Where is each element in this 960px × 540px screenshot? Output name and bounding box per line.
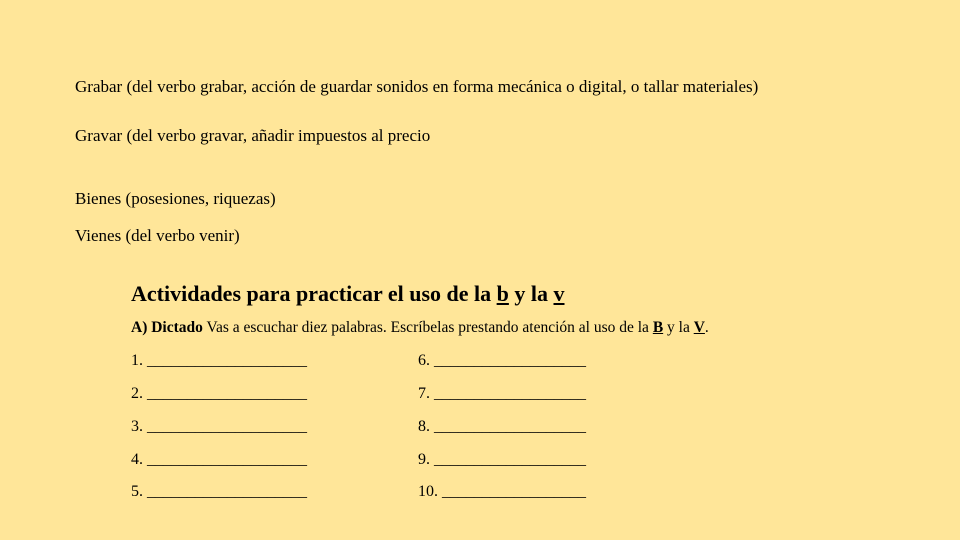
- answer-line-10[interactable]: 10. __________________: [418, 483, 586, 500]
- definition-term: Gravar: [75, 126, 123, 145]
- answer-line-5[interactable]: 5. ____________________: [131, 483, 307, 500]
- definition-term: Grabar: [75, 77, 123, 96]
- instruction-mid: y la: [663, 319, 694, 336]
- answer-line-6[interactable]: 6. ___________________: [418, 352, 586, 369]
- answer-row: [131, 451, 651, 475]
- answer-line-8[interactable]: 8. ___________________: [418, 418, 586, 435]
- definition-grabar: [75, 77, 758, 97]
- answer-row: [131, 352, 651, 376]
- instruction-end: .: [704, 319, 709, 336]
- definition-text: (del verbo venir): [121, 226, 240, 245]
- answer-line-1[interactable]: 1. ____________________: [131, 352, 307, 369]
- definition-gravar: [75, 126, 430, 146]
- answer-row: [131, 385, 651, 409]
- answer-line-9[interactable]: 9. ___________________: [418, 451, 586, 468]
- definition-text: (del verbo grabar, acción de guardar sonidos en forma mecánica o digital, o tallar materiales): [122, 77, 759, 96]
- title-mid: y la: [508, 281, 554, 306]
- definition-vienes: [75, 226, 240, 246]
- activities-title: [131, 280, 911, 308]
- answer-line-4[interactable]: 4. ____________________: [131, 451, 307, 468]
- instruction-text: Vas a escuchar diez palabras. Escríbelas prestando atención al uso de la: [202, 319, 653, 336]
- title-letter-v: v: [553, 281, 565, 306]
- instruction-letter-v: V: [693, 319, 705, 336]
- answer-row: [131, 418, 651, 442]
- definition-bienes: [75, 189, 276, 209]
- answer-row: [131, 483, 651, 507]
- definition-text: (posesiones, riquezas): [121, 189, 276, 208]
- activities-section: [131, 280, 911, 500]
- answer-line-3[interactable]: 3. ____________________: [131, 418, 307, 435]
- dictation-label: A) Dictado: [131, 319, 203, 336]
- answer-line-7[interactable]: 7. ___________________: [418, 385, 586, 402]
- instruction-letter-b: B: [652, 319, 664, 336]
- definition-term: Bienes: [75, 189, 122, 208]
- answer-line-2[interactable]: 2. ____________________: [131, 385, 307, 402]
- definition-term: Vienes: [75, 226, 122, 245]
- definition-text: (del verbo gravar, añadir impuestos al precio: [122, 126, 431, 145]
- title-prefix: Actividades para practicar el uso de la: [131, 281, 497, 306]
- title-letter-b: b: [496, 281, 509, 306]
- dictation-instruction: [131, 319, 709, 337]
